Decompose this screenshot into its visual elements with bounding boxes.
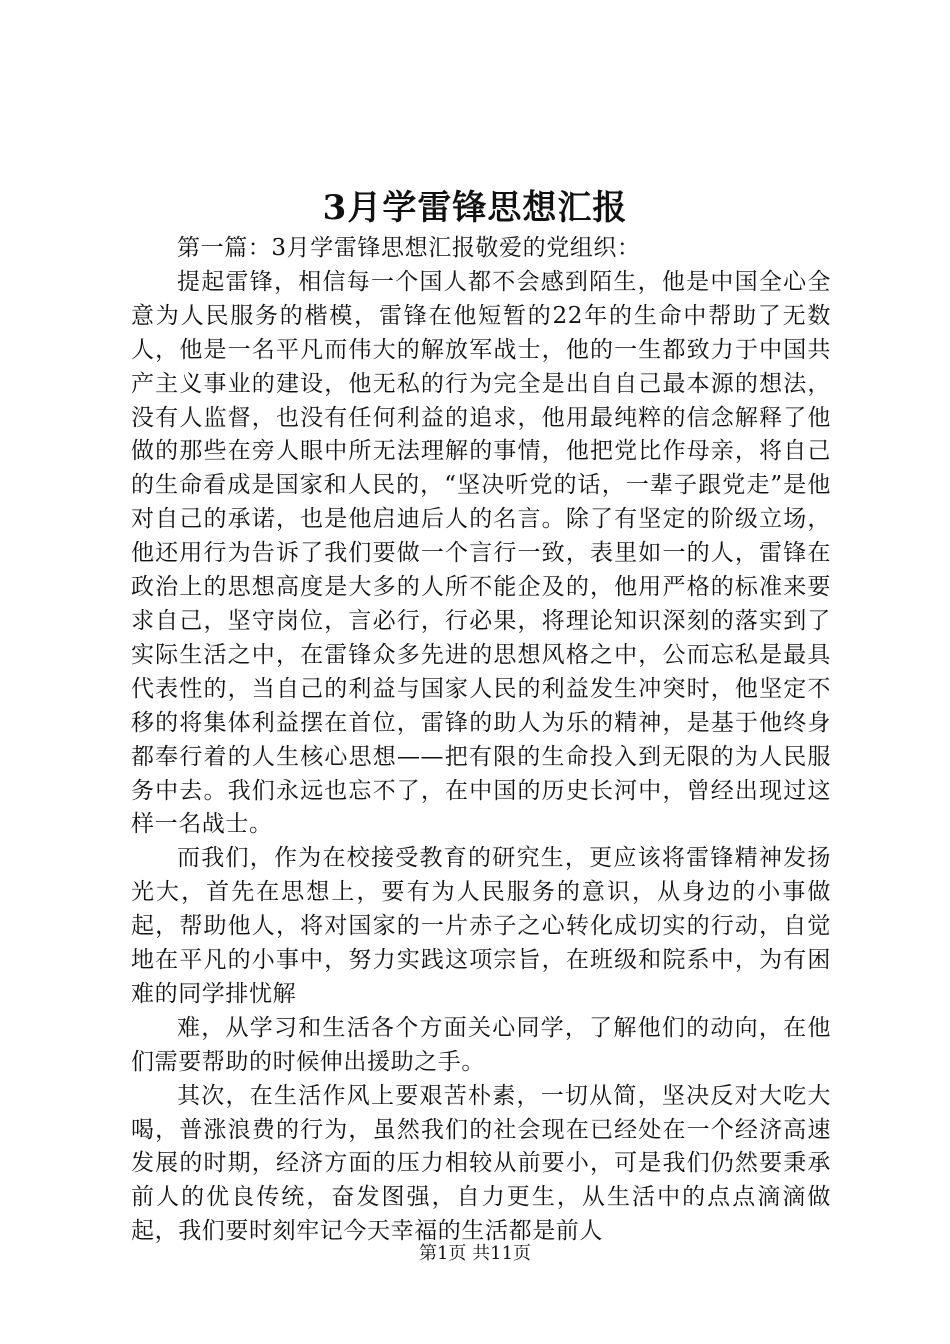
paragraph-4: 其次，在生活作风上要艰苦朴素，一切从简，坚决反对大吃大喝，普涨浪费的行为，虽然我们的社会现在已经处在一个经济高速发展的时期，经济方面的压力相较从前要小，可是我们仍然要秉承前人的优良传统，奋发图强，自力更生，从生活中的点点滴滴做起，我们要时刻牢记今天幸福的生活都是前人 — [131, 1082, 831, 1245]
page-footer: 第1页 共11页 — [418, 1243, 532, 1264]
paragraph-1: 提起雷锋，相信每一个国人都不会感到陌生，他是中国全心全意为人民服务的楷模，雷锋在他短暂的22年的生命中帮助了无数人，他是一名平凡而伟大的解放军战士，他的一生都致力于中国共产主义事业的建设，他无私的行为完全是出自自己最本源的想法，没有人监督，也没有任何利益的追求，他用最纯粹的信念解释了他做的那些在旁人眼中所无法理解的事情，他把党比作母亲，将自己的生命看成是国家和人民的，“坚决听党的话，一辈子跟党走”是他对自己的承诺，也是他启迪后人的名言。除了有坚定的阶级立场，他还用行为告诉了我们要做一个言行一致，表里如一的人，雷锋在政治上的思想高度是大多的人所不能企及的，他用严格的标准来要求自己，坚守岗位，言必行，行必果，将理论知识深刻的落实到了实际生活之中，在雷锋众多先进的思想风格之中，公而忘私是最具代表性的，当自己的利益与国家人民的利益发生冲突时，他坚定不移的将集体利益摆在首位，雷锋的助人为乐的精神，是基于他终身都奉行着的人生核心思想——把有限的生命投入到无限的为人民服务中去。我们永远也忘不了，在中国的历史长河中，曾经出现过这样一名战士。 — [131, 268, 831, 838]
document-body — [131, 232, 831, 1249]
paragraph-intro: 第一篇：3月学雷锋思想汇报敬爱的党组织： — [177, 235, 641, 261]
document-title: 3月学雷锋思想汇报 — [322, 188, 628, 228]
paragraph-2: 而我们，作为在校接受教育的研究生，更应该将雷锋精神发扬光大，首先在思想上，要有为人民服务的意识，从身边的小事做起，帮助他人，将对国家的一片赤子之心转化成切实的行动，自觉地在平凡的小事中，努力实践这项宗旨，在班级和院系中，为有困难的同学排忧解 — [131, 845, 831, 1007]
paragraph-3: 难，从学习和生活各个方面关心同学，了解他们的动向，在他们需要帮助的时候伸出援助之手。 — [131, 1014, 831, 1075]
